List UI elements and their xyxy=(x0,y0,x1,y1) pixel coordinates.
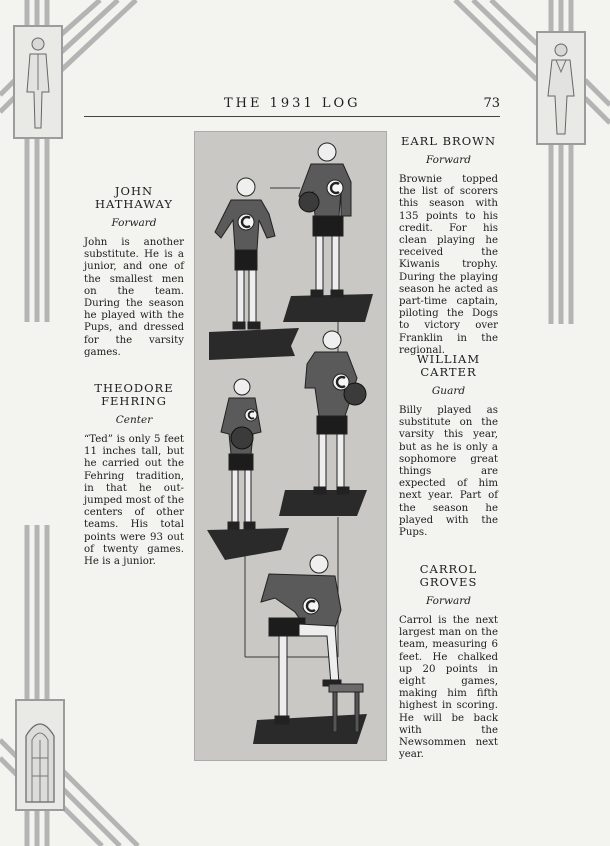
floor-shadow xyxy=(283,294,373,322)
jersey-letter-c-icon xyxy=(333,374,349,390)
team-photo-montage xyxy=(194,131,387,761)
standing-man-icon xyxy=(18,32,58,132)
floor-shadow xyxy=(207,528,289,560)
floor-shadow xyxy=(253,714,367,744)
page-title: THE 1931 LOG xyxy=(224,96,361,111)
player-position: Forward xyxy=(425,595,472,607)
floor-shadow xyxy=(209,328,299,360)
player-figure xyxy=(215,178,275,329)
page-number: 73 xyxy=(483,96,500,111)
player-position: Forward xyxy=(111,217,157,229)
player-name: EARL BROWN xyxy=(400,134,497,148)
player-photos xyxy=(195,132,386,760)
player-name: JOHN HATHAWAY xyxy=(95,184,173,211)
basketball-icon xyxy=(231,427,253,449)
player-entry xyxy=(84,382,184,568)
standing-man-icon xyxy=(541,38,581,138)
player-figure xyxy=(261,555,363,732)
player-bio: Brownie topped the list of scorers this season with 135 points to his credit. For his clean playing he received the Kiwanis trophy. During the playing season he acted as part-time captain, piloting the Dogs to victory over Franklin in the regional. xyxy=(399,174,498,356)
player-entry xyxy=(399,353,498,539)
jersey-letter-c-icon xyxy=(303,598,319,614)
jersey-letter-c-icon xyxy=(245,409,257,421)
player-position: Guard xyxy=(431,385,466,397)
player-figure xyxy=(221,379,261,529)
player-bio: John is another substitute. He is a junior, and one of the smallest men on the team. During the season he played with the Pups, and dressed for the varsity games. xyxy=(84,237,184,358)
player-name: THEODORE FEHRING xyxy=(94,381,174,408)
player-name: WILLIAM CARTER xyxy=(416,352,481,379)
basketball-icon xyxy=(299,192,319,212)
player-figure xyxy=(305,331,357,494)
jersey-letter-c-icon xyxy=(327,180,343,196)
running-header xyxy=(84,96,500,117)
jersey-letter-c-icon xyxy=(238,214,254,230)
player-position: Forward xyxy=(425,154,472,166)
player-bio: “Ted” is only 5 feet 11 inches tall, but he carried out the Fehring tradition, in that he out-jumped most of the centers of other teams. His total points were 93 out of twenty games. He is a junior. xyxy=(84,434,184,568)
player-entry xyxy=(399,563,498,761)
player-entry xyxy=(399,135,498,357)
player-figure xyxy=(299,143,351,297)
player-name: CARROL GROVES xyxy=(419,562,478,589)
arched-doorway-icon xyxy=(20,706,60,806)
player-position: Center xyxy=(115,414,153,426)
player-entry xyxy=(84,185,184,359)
player-bio: Carrol is the next largest man on the team, measuring 6 feet. He chalked up 20 points in eight games, making him fifth highest in scoring. He will be back with the Newsommen next year. xyxy=(399,615,498,761)
player-bio: Billy played as substitute on the varsity this year, but as he is only a sophomore great things are expected of him next year. Part of the season he played with the Pups. xyxy=(399,405,498,539)
